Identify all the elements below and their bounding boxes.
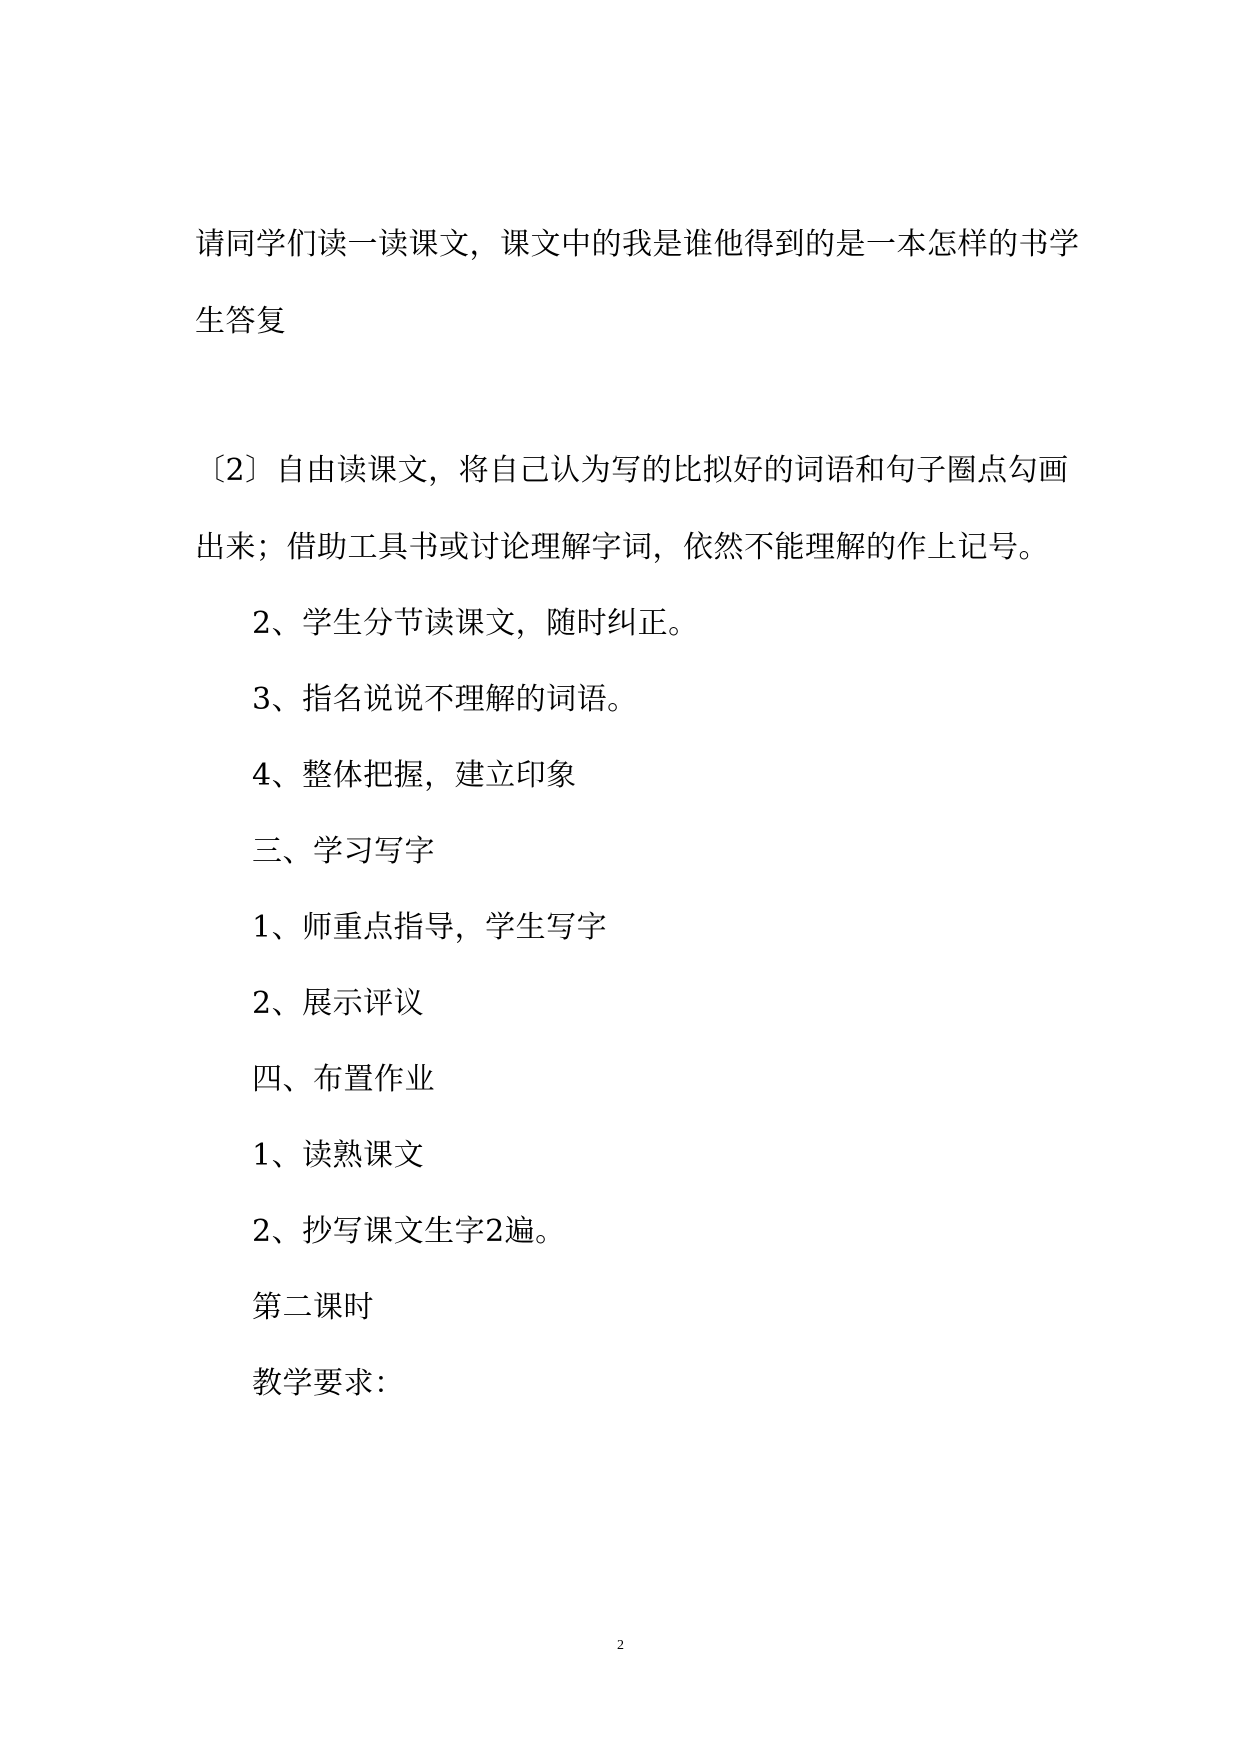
page-number: 2 xyxy=(617,1638,624,1653)
list-item: 2、学生分节读课文，随时纠正。 xyxy=(252,606,699,641)
paragraph-line: 生答复 xyxy=(195,304,287,339)
list-item: 1、读熟课文 xyxy=(252,1138,425,1173)
list-item: 2、抄写课文生字2遍。 xyxy=(252,1214,566,1249)
list-item: 4、整体把握，建立印象 xyxy=(252,758,577,793)
section-heading: 第二课时 xyxy=(252,1290,374,1325)
paragraph-line: 请同学们读一读课文，课文中的我是谁他得到的是一本怎样的书学 xyxy=(195,227,1080,262)
section-heading: 教学要求： xyxy=(252,1366,405,1401)
section-heading: 四、布置作业 xyxy=(252,1062,435,1097)
paragraph-line: 出来；借助工具书或讨论理解字词，依然不能理解的作上记号。 xyxy=(195,530,1049,565)
paragraph-line: 〔2〕自由读课文，将自己认为写的比拟好的词语和句子圈点勾画 xyxy=(195,453,1069,488)
section-heading: 三、学习写字 xyxy=(252,834,435,869)
list-item: 1、师重点指导，学生写字 xyxy=(252,910,608,945)
list-item: 2、展示评议 xyxy=(252,986,425,1021)
list-item: 3、指名说说不理解的词语。 xyxy=(252,682,638,717)
